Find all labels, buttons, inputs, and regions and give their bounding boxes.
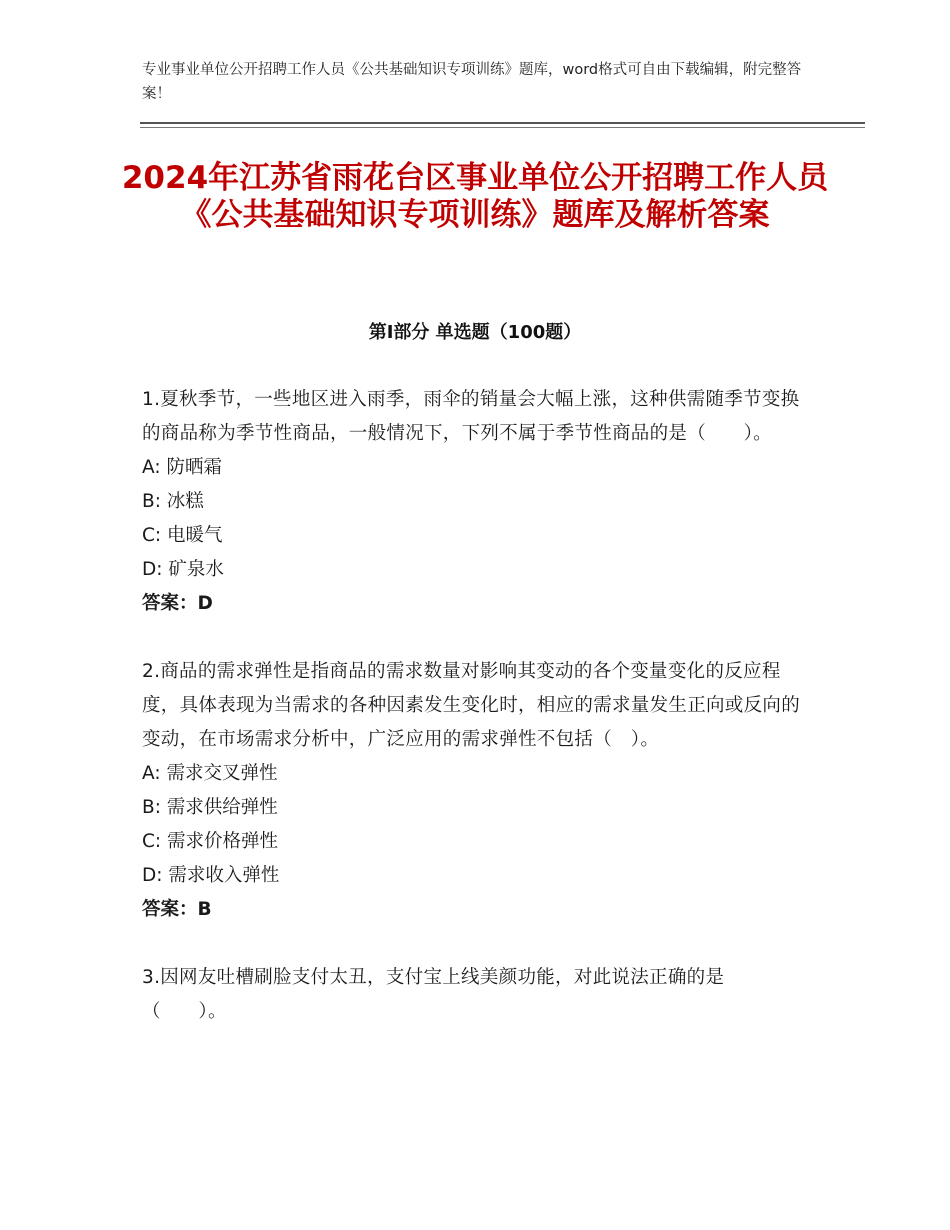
option-c: C: 需求价格弹性 <box>142 831 279 852</box>
header-note: 专业事业单位公开招聘工作人员《公共基础知识专项训练》题库，word格式可自由下载编辑，附完整答案！ <box>142 62 802 102</box>
option-a: A: 防晒霜 <box>142 457 222 478</box>
section-title: 第Ⅰ部分 单选题（100题） <box>368 322 582 343</box>
question-1 <box>142 383 802 621</box>
document-title: 2024年江苏省雨花台区事业单位公开招聘工作人员《公共基础知识专项训练》题库及解析答案 <box>121 160 829 233</box>
question-list <box>142 383 802 1063</box>
option-b: B: 需求供给弹性 <box>142 797 278 818</box>
answer-label: 答案：B <box>142 899 212 920</box>
option-b: B: 冰糕 <box>142 491 204 512</box>
header-rule-thin <box>140 127 865 128</box>
option-d: D: 矿泉水 <box>142 559 224 580</box>
question-2 <box>142 655 802 927</box>
question-stem: 2.商品的需求弹性是指商品的需求数量对影响其变动的各个变量变化的反应程度，具体表现为当需求的各种因素发生变化时，相应的需求量发生正向或反向的变动，在市场需求分析中，广泛应用的需求弹性不包括（ ）。 <box>142 661 801 750</box>
question-stem: 3.因网友吐槽刷脸支付太丑，支付宝上线美颜功能，对此说法正确的是（ ）。 <box>142 967 725 1022</box>
header-rule-thick <box>140 122 865 124</box>
option-a: A: 需求交叉弹性 <box>142 763 278 784</box>
option-c: C: 电暖气 <box>142 525 223 546</box>
question-3 <box>142 961 802 1029</box>
option-d: D: 需求收入弹性 <box>142 865 280 886</box>
question-stem: 1.夏秋季节，一些地区进入雨季，雨伞的销量会大幅上涨，这种供需随季节变换的商品称为季节性商品，一般情况下，下列不属于季节性商品的是（ ）。 <box>142 389 800 444</box>
answer-label: 答案：D <box>142 593 213 614</box>
